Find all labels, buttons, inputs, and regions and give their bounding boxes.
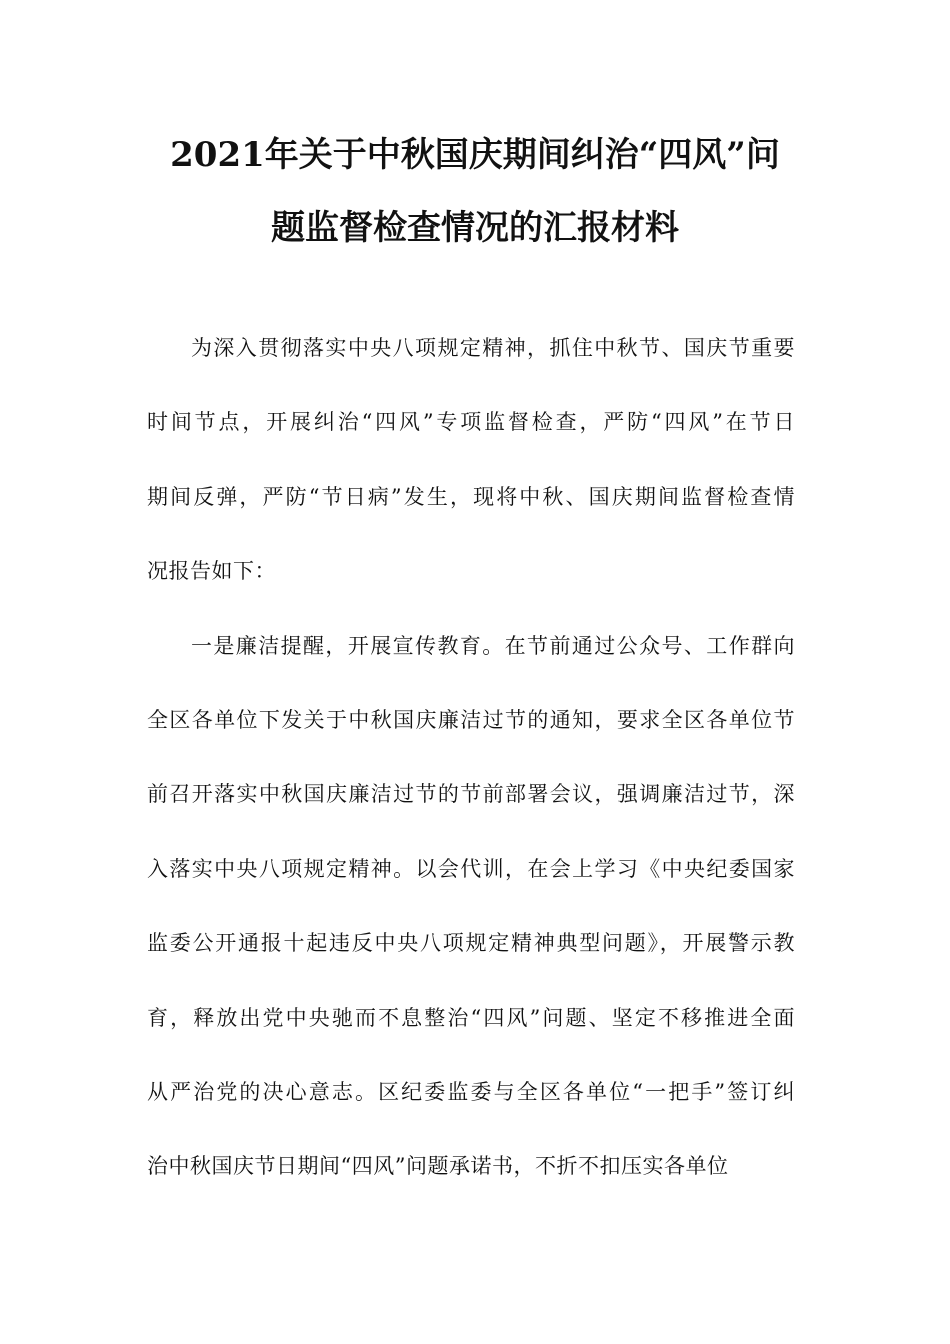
body-line: 为深入贯彻落实中央八项规定精神，抓住中秋节、国庆节重要 — [191, 336, 795, 360]
body-line: 全区各单位下发关于中秋国庆廉洁过节的通知，要求全区各单位节 — [147, 707, 795, 732]
body-line: 前召开落实中秋国庆廉洁过节的节前部署会议，强调廉洁过节，深 — [147, 782, 795, 807]
document-title-line-2: 题监督检查情况的汇报材料 — [271, 208, 679, 248]
body-line: 况报告如下： — [147, 559, 276, 584]
body-line: 期间反弹，严防“节日病”发生，现将中秋、国庆期间监督检查情 — [147, 484, 795, 509]
body-line: 治中秋国庆节日期间“四风”问题承诺书，不折不扣压实各单位 — [147, 1154, 729, 1179]
body-line: 从严治党的决心意志。区纪委监委与全区各单位“一把手”签订纠 — [147, 1079, 795, 1104]
body-line: 育，释放出党中央驰而不息整治“四风”问题、坚定不移推进全面 — [147, 1005, 795, 1030]
document-body — [147, 311, 795, 1204]
body-line: 一是廉洁提醒，开展宣传教育。在节前通过公众号、工作群向 — [191, 633, 795, 658]
body-line: 时间节点，开展纠治“四风”专项监督检查，严防“四风”在节日 — [147, 410, 795, 435]
document-title-line-1: 2021年关于中秋国庆期间纠治“四风”问 — [170, 135, 780, 175]
body-line: 监委公开通报十起违反中央八项规定精神典型问题》，开展警示教 — [147, 931, 795, 956]
body-line: 入落实中央八项规定精神。以会代训，在会上学习《中央纪委国家 — [147, 856, 795, 881]
